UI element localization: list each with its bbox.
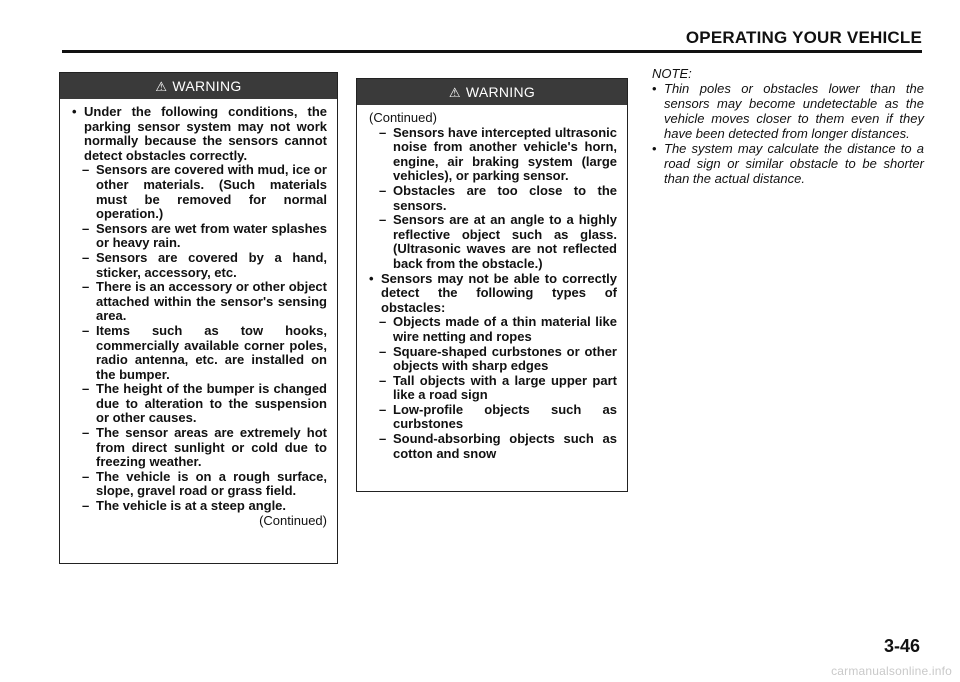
warning-header bbox=[357, 79, 627, 105]
bullet-dot: • bbox=[369, 270, 374, 286]
bullet-text: Sensors may not be able to correctly detect the following types of obstacles: bbox=[381, 270, 617, 315]
page-number: 3-46 bbox=[883, 636, 920, 656]
warning-body bbox=[357, 105, 627, 467]
warning-header bbox=[60, 73, 337, 99]
list-item: – The vehicle is on a rough surface, slope, gravel road or grass field. bbox=[82, 468, 327, 499]
list-item: – Objects made of a thin material like wire netting and ropes bbox=[379, 314, 617, 344]
bullet-dot: • bbox=[72, 104, 77, 119]
list-item: – Sensors are covered with mud, ice or other materials. (Such materials must be removed for normal operation.) bbox=[82, 162, 327, 222]
list-item: – Obstacles are too close to the sensors. bbox=[379, 182, 617, 213]
section-title: OPERATING YOUR VEHICLE bbox=[685, 28, 922, 47]
list-item: – Tall objects with a large upper part like a road sign bbox=[379, 372, 617, 403]
warning-body bbox=[60, 99, 337, 534]
list-item: – Sound-absorbing objects such as cotton and snow bbox=[379, 431, 617, 461]
list-item: – The height of the bumper is changed due to alteration to the suspension or other causes. bbox=[82, 381, 327, 426]
warning-triangle-icon: ⚠ bbox=[155, 79, 168, 94]
list-item: – There is an accessory or other object attached within the sensor's sensing area. bbox=[82, 279, 327, 324]
list-item: – Sensors are wet from water splashes or heavy rain. bbox=[82, 220, 327, 251]
warning-bullet bbox=[72, 105, 327, 163]
note-item: • Thin poles or obstacles lower than the sensors may become undetectable as the vehicle moves closer to them even if they have been detected from longer distances. bbox=[652, 81, 924, 141]
watermark: carmanualsonline.info bbox=[831, 664, 952, 678]
list-item: – Sensors are covered by a hand, sticker, accessory, etc. bbox=[82, 249, 327, 280]
continued-label: (Continued) bbox=[259, 512, 327, 528]
warning-bullet bbox=[369, 272, 617, 316]
warning-heading: WARNING bbox=[172, 78, 242, 94]
note-block bbox=[652, 66, 924, 186]
warning-triangle-icon: ⚠ bbox=[448, 85, 461, 100]
list-item: – Sensors are at an angle to a highly reflective object such as glass. (Ultrasonic waves are not reflected back from the obstacle.) bbox=[379, 212, 617, 271]
note-item: • The system may calculate the distance to a road sign or similar obstacle to be shorter than the actual distance. bbox=[652, 141, 924, 186]
warning-heading: WARNING bbox=[465, 84, 536, 100]
list-item: – Square-shaped curbstones or other objects with sharp edges bbox=[379, 343, 617, 374]
list-item: – The vehicle is at a steep angle. bbox=[82, 498, 287, 514]
list-item: – Low-profile objects such as curbstones bbox=[379, 401, 617, 432]
note-label: NOTE: bbox=[652, 66, 692, 81]
bullet-text: Under the following conditions, the parking sensor system may not work normally because the sensors cannot detect obstacles correctly. bbox=[84, 104, 327, 163]
header-rule bbox=[62, 50, 922, 53]
warning-box-left bbox=[59, 72, 338, 564]
list-item: – The sensor areas are extremely hot from direct sunlight or cold due to freezing weather. bbox=[82, 425, 327, 470]
list-item: – Items such as tow hooks, commercially available corner poles, radio antenna, etc. are installed on the bumper. bbox=[82, 322, 327, 382]
warning-box-middle bbox=[356, 78, 628, 492]
continued-label: (Continued) bbox=[369, 110, 437, 125]
list-item: – Sensors have intercepted ultrasonic noise from another vehicle's horn, engine, air braking system (large vehicles), or parking sensor. bbox=[379, 124, 617, 184]
